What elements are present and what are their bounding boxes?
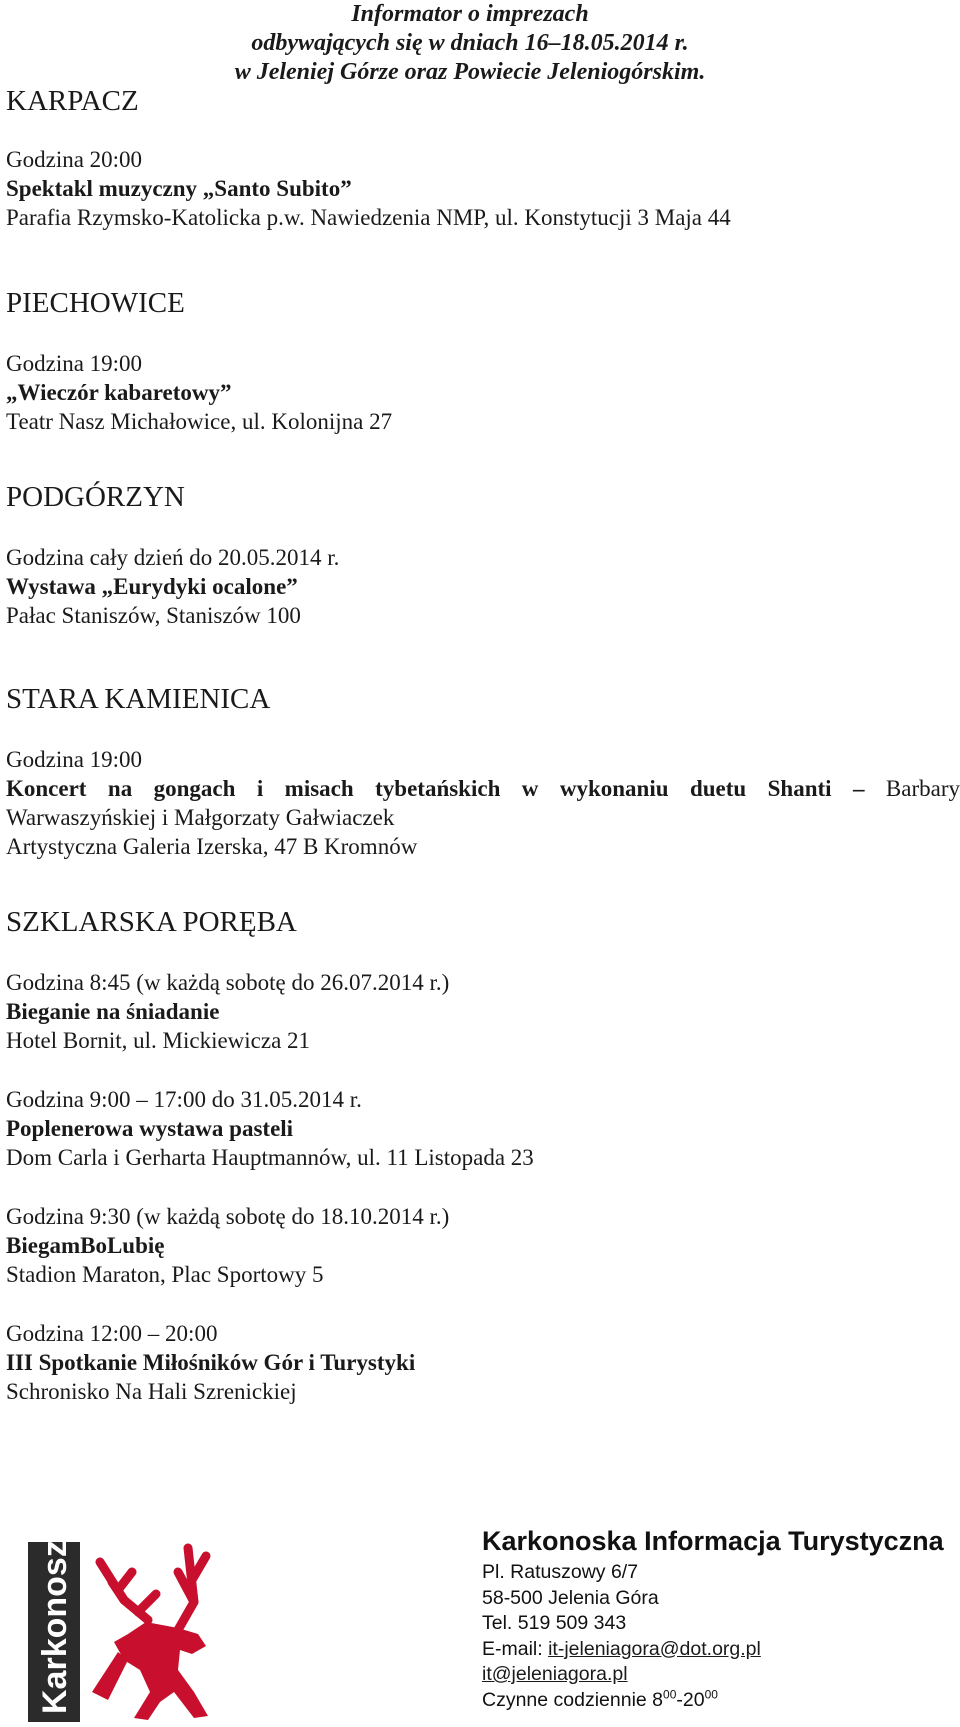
deer-antlers [100,1548,206,1630]
hours-prefix: Czynne codziennie 8 [482,1688,664,1711]
contact-email-line [482,1637,960,1663]
logo-text: Karkonosze [36,1542,74,1714]
contact-title: Karkonoska Informacja Turystyczna [482,1526,944,1556]
event-title: BiegamBoLubię [6,1233,165,1258]
event-place: Artystyczna Galeria Izerska, 47 B Kromnów [6,834,418,859]
event-time: Godzina 8:45 (w każdą sobotę do 26.07.2014 r.) [6,970,450,995]
event-title: Poplenerowa wystawa pasteli [6,1116,294,1141]
region-heading-podgorzyn: PODGÓRZYN [6,481,185,513]
region-heading-szklarska-poreba: SZKLARSKA PORĘBA [6,906,297,938]
event-place: Hotel Bornit, ul. Mickiewicza 21 [6,1028,311,1053]
event-time: Godzina 12:00 – 20:00 [6,1321,218,1346]
header-line-1: Informator o imprezach [351,1,589,27]
contact-address-2: 58-500 Jelenia Góra [482,1586,659,1609]
event-title-line-2: Warwaszyńskiej i Małgorzaty Gałwiaczek [6,805,395,830]
event-title: „Wieczór kabaretowy” [6,380,232,405]
region-heading-stara-kamienica: STARA KAMIENICA [6,683,271,715]
contact-email-line-2 [482,1662,960,1688]
deer-tail [92,1652,128,1700]
hours-sup-2: 00 [704,1687,718,1701]
event-time: Godzina 19:00 [6,351,143,376]
event-time: Godzina 20:00 [6,147,143,172]
event-title-rest: Barbary [885,776,960,801]
region-heading-karpacz: KARPACZ [6,85,139,117]
region-heading-piechowice: PIECHOWICE [6,287,185,319]
header-line-2: odbywających się w dniach 16–18.05.2014 r. [251,30,689,56]
deer-body [114,1622,208,1720]
event-time: Godzina 9:30 (w każdą sobotę do 18.10.2014 r.) [6,1204,450,1229]
event-title: Bieganie na śniadanie [6,999,220,1024]
contact-phone: Tel. 519 509 343 [482,1612,627,1634]
header-line-3: w Jeleniej Górze oraz Powiecie Jeleniogórskim. [234,59,706,85]
deer-logo-icon [28,1542,248,1722]
event-title [6,774,960,803]
event-place: Pałac Staniszów, Staniszów 100 [6,603,301,628]
event-time: Godzina cały dzień do 20.05.2014 r. [6,545,340,570]
hours-sup-1: 00 [663,1687,677,1701]
event-place: Dom Carla i Gerharta Hauptmannów, ul. 11 Listopada 23 [6,1145,534,1170]
event-title: Spektakl muzyczny „Santo Subito” [6,176,352,201]
event-place: Teatr Nasz Michałowice, ul. Kolonijna 27 [6,409,393,434]
event-title: Wystawa „Eurydyki ocalone” [6,574,298,599]
event-place: Schronisko Na Hali Szrenickiej [6,1379,297,1404]
event-time: Godzina 19:00 [6,747,143,772]
event-place: Parafia Rzymsko-Katolicka p.w. Nawiedzenia NMP, ul. Konstytucji 3 Maja 44 [6,205,731,230]
karkonosze-logo [28,1542,248,1722]
contact-block [482,1524,960,1713]
event-place: Stadion Maraton, Plac Sportowy 5 [6,1262,324,1287]
contact-address-1: Pl. Ratuszowy 6/7 [482,1561,639,1583]
email-link-2[interactable]: it@jeleniagora.pl [482,1663,628,1685]
event-title: III Spotkanie Miłośników Gór i Turystyki [6,1350,416,1375]
hours-mid: -20 [676,1688,705,1711]
event-title-bold: Koncert na gongach i misach tybetańskich w wykonaniu duetu Shanti – [6,776,865,801]
email-link-1[interactable]: it-jeleniagora@dot.org.pl [548,1637,761,1660]
email-label: E-mail: [482,1637,549,1660]
event-time: Godzina 9:00 – 17:00 do 31.05.2014 r. [6,1087,362,1112]
document-header [0,0,960,87]
opening-hours [482,1688,960,1714]
